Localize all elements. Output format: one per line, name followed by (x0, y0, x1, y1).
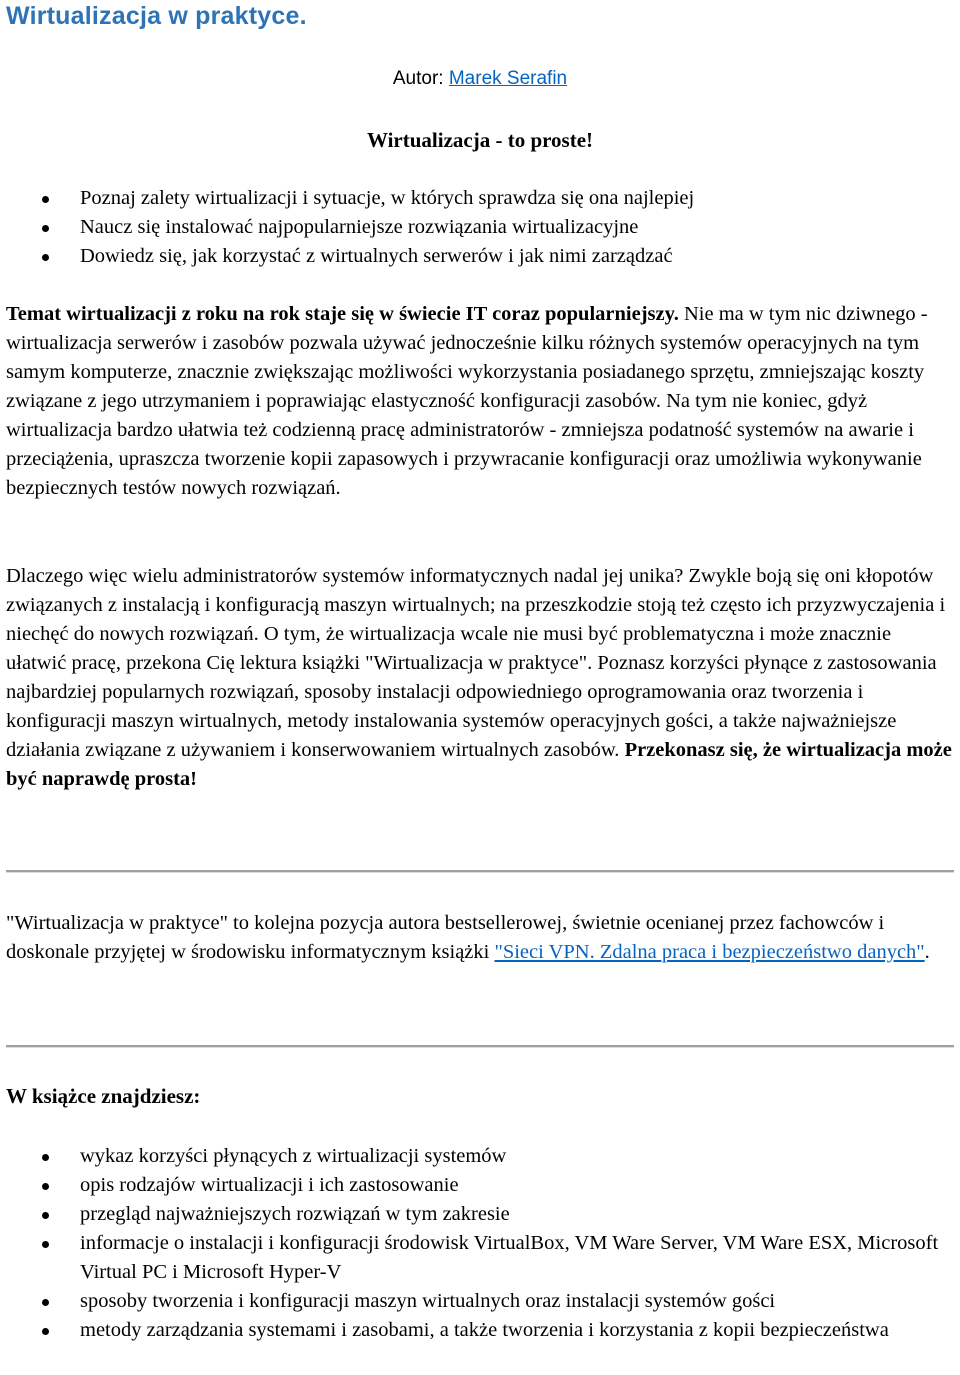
book-contents-list (0, 1142, 960, 1345)
intro-paragraph (6, 300, 954, 503)
book-contents-item: wykaz korzyści płynących z wirtualizacji systemów (0, 1142, 960, 1171)
author-prefix: Autor: (392, 68, 444, 89)
intro-bullet-item: Dowiedz się, jak korzystać z wirtualnych serwerów i jak nimi zarządzać (0, 242, 960, 271)
author-books-tail: . (924, 941, 930, 963)
subtitle: Wirtualizacja - to proste! (366, 128, 594, 152)
book-contents-item: sposoby tworzenia i konfiguracji maszyn wirtualnych oraz instalacji systemów gości (0, 1287, 960, 1316)
intro-paragraph-body: Nie ma w tym nic dziwnego - wirtualizacja serwerów i zasobów pozwala używać jednocześnie kilku różnych systemów operacyjnych na tym samym komputerze, znacznie zwiększając możliwości wykorzystania posiadanego sprzętu, zmniejszając koszty związane z jego utrzymaniem i poprawiając elastyczność konfiguracji zasobów. Na tym nie koniec, gdyż wirtualizacja bardzo ułatwia też codzienną pracę administratorów - zmniejsza podatność systemów na awarie i przeciążenia, upraszcza tworzenie kopii zapasowych i przywracanie konfiguracji oraz umożliwia wykonywanie bezpiecznych testów nowych rozwiązań. (6, 303, 928, 499)
related-book-link[interactable]: "Sieci VPN. Zdalna praca i bezpieczeństwo danych" (494, 941, 925, 963)
book-contents-heading: W książce znajdziesz: (6, 1084, 201, 1108)
book-contents-item: metody zarządzania systemami i zasobami, a także tworzenia i korzystania z kopii bezpieczeństwa (0, 1316, 960, 1345)
book-contents-item: opis rodzajów wirtualizacji i ich zastosowanie (0, 1171, 960, 1200)
benefits-paragraph-body: Dlaczego więc wielu administratorów systemów informatycznych nadal jej unika? Zwykle boją się oni kłopotów związanych z instalacją i konfiguracją maszyn wirtualnych; na przeszkodzie stoją też często ich przyzwyczajenia i niechęć do nowych rozwiązań. O tym, że wirtualizacja wcale nie musi być problematyczna i może znacznie ułatwić pracę, przekona Cię lektura książki "Wirtualizacja w praktyce". Poznasz korzyści płynące z zastosowania najbardziej popularnych rozwiązań, sposoby instalacji odpowiedniego oprogramowania oraz tworzenia i konfiguracji maszyn wirtualnych, metody instalowania systemów operacyjnych gości, a także najważniejsze działania związane z używaniem i konserwowaniem wirtualnych zasobów. (6, 565, 946, 761)
benefits-paragraph (6, 562, 954, 794)
author-books-paragraph (6, 909, 954, 967)
book-contents-item: informacje o instalacji i konfiguracji środowisk VirtualBox, VM Ware Server, VM Ware ESX, Microsoft Virtual PC i Microsoft Hyper-V (0, 1229, 960, 1287)
intro-bullet-list (0, 184, 960, 271)
intro-paragraph-lead: Temat wirtualizacji z roku na rok staje się w świecie IT coraz popularniejszy. (6, 303, 679, 325)
author-books-text: "Wirtualizacja w praktyce" to kolejna pozycja autora bestsellerowej, świetnie ocenianej przez fachowców i doskonale przyjętej w środowisku informatycznym książki (6, 912, 885, 963)
author-line (0, 68, 960, 90)
intro-bullet-item: Poznaj zalety wirtualizacji i sytuacje, w których sprawdza się ona najlepiej (0, 184, 960, 213)
intro-bullet-item: Naucz się instalować najpopularniejsze rozwiązania wirtualizacyjne (0, 213, 960, 242)
page-title: Wirtualizacja w praktyce. (6, 2, 307, 30)
book-contents-item: przegląd najważniejszych rozwiązań w tym zakresie (0, 1200, 960, 1229)
horizontal-divider (6, 870, 954, 873)
horizontal-divider (6, 1045, 954, 1048)
benefits-paragraph-closing: Przekonasz się, że wirtualizacja może być naprawdę prosta! (6, 739, 952, 790)
author-link[interactable]: Marek Serafin (448, 68, 568, 89)
